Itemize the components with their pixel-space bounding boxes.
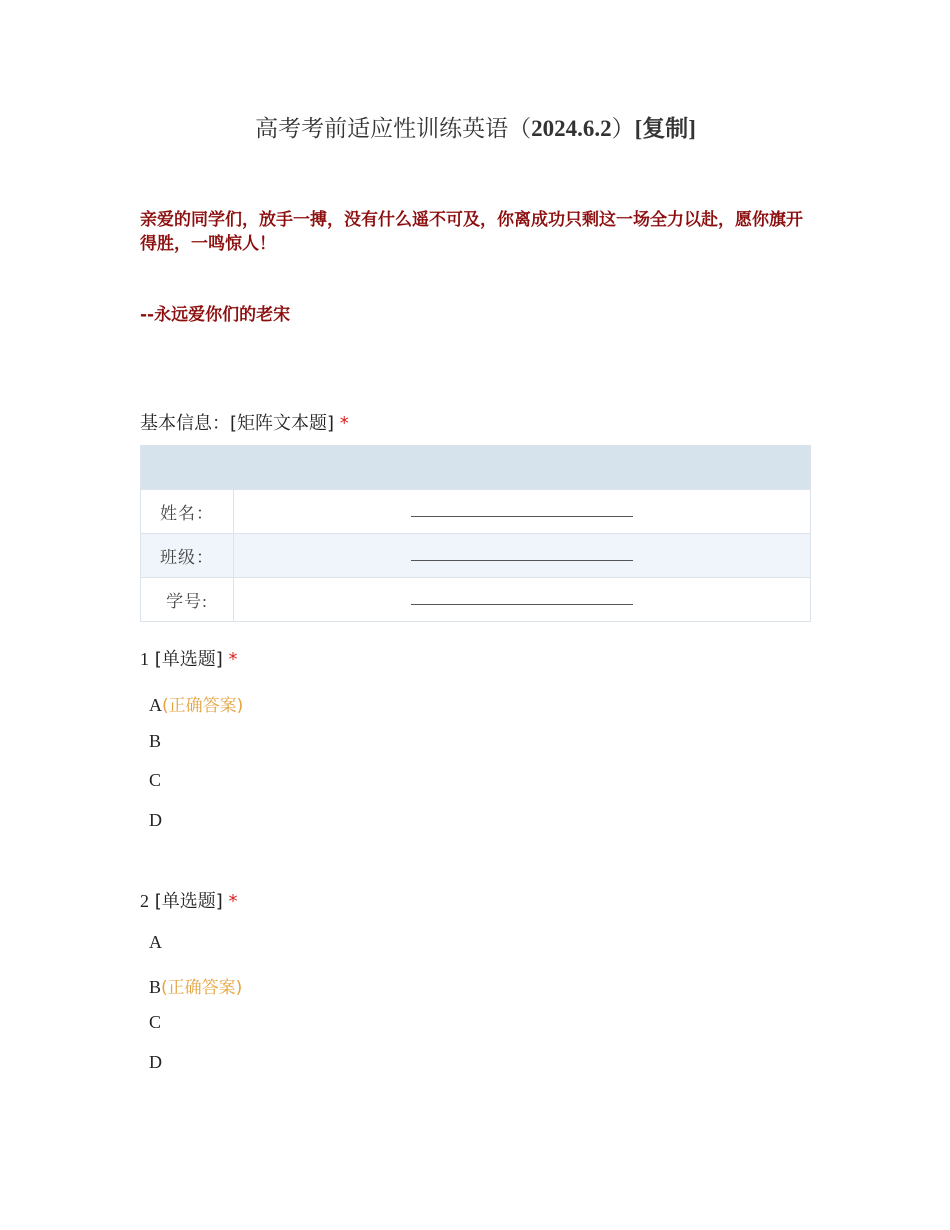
q1-option-b[interactable] bbox=[149, 731, 161, 752]
matrix-row-label: 班级： bbox=[141, 534, 234, 578]
correct-answer-tag: (正确答案) bbox=[161, 978, 243, 998]
name-blank-line[interactable] bbox=[411, 515, 633, 517]
required-mark: * bbox=[228, 891, 238, 912]
basic-info-matrix bbox=[140, 445, 811, 622]
correct-answer-tag: (正确答案) bbox=[162, 696, 244, 716]
required-mark: * bbox=[339, 413, 349, 434]
q2-option-b[interactable] bbox=[149, 973, 242, 998]
question-type: [单选题] bbox=[154, 891, 223, 912]
required-mark: * bbox=[228, 649, 238, 670]
question-number: 1 bbox=[140, 649, 149, 669]
name-input-cell[interactable] bbox=[234, 490, 811, 534]
matrix-row-class bbox=[141, 534, 811, 578]
option-letter: C bbox=[149, 770, 162, 790]
q1-option-c[interactable] bbox=[149, 770, 161, 791]
matrix-row-label: 学号: bbox=[141, 578, 234, 622]
q2-option-c[interactable] bbox=[149, 1012, 161, 1033]
question-type: [单选题] bbox=[154, 649, 223, 670]
title-close: ） bbox=[611, 116, 635, 141]
basic-info-label bbox=[140, 409, 349, 435]
page-title bbox=[140, 110, 811, 143]
id-input-cell[interactable] bbox=[234, 578, 811, 622]
class-blank-line[interactable] bbox=[411, 559, 633, 561]
q2-option-a[interactable] bbox=[149, 932, 162, 953]
matrix-row-label: 姓名： bbox=[141, 490, 234, 534]
matrix-row-id bbox=[141, 578, 811, 622]
id-blank-line[interactable] bbox=[411, 603, 633, 605]
matrix-header-row bbox=[141, 446, 811, 490]
option-letter: D bbox=[149, 810, 162, 830]
question-1-label bbox=[140, 645, 238, 671]
title-date: 2024.6.2 bbox=[531, 116, 612, 141]
question-number: 2 bbox=[140, 891, 149, 911]
q1-option-d[interactable] bbox=[149, 810, 162, 831]
greeting-text: 亲爱的同学们，放手一搏，没有什么遥不可及，你离成功只剩这一场全力以赴，愿你旗开得胜，一鸣惊人！ bbox=[140, 210, 803, 254]
q1-option-a[interactable] bbox=[149, 691, 243, 716]
option-letter: C bbox=[149, 1012, 162, 1032]
question-2-label bbox=[140, 887, 238, 913]
basic-info-title: 基本信息：[矩阵文本题] bbox=[140, 413, 335, 434]
title-copy-tag: [复制] bbox=[634, 116, 696, 141]
q2-option-d[interactable] bbox=[149, 1052, 162, 1073]
option-letter: D bbox=[149, 1052, 162, 1072]
option-letter: B bbox=[149, 731, 162, 751]
option-letter: B bbox=[149, 977, 162, 997]
title-text: 高考考前适应性训练英语（ bbox=[255, 116, 532, 141]
signature-text: --永远爱你们的老宋 bbox=[140, 305, 291, 325]
option-letter: A bbox=[149, 932, 162, 952]
matrix-header-cell bbox=[141, 446, 234, 490]
matrix-header-cell bbox=[234, 446, 811, 490]
matrix-row-name bbox=[141, 490, 811, 534]
option-letter: A bbox=[149, 695, 162, 715]
class-input-cell[interactable] bbox=[234, 534, 811, 578]
